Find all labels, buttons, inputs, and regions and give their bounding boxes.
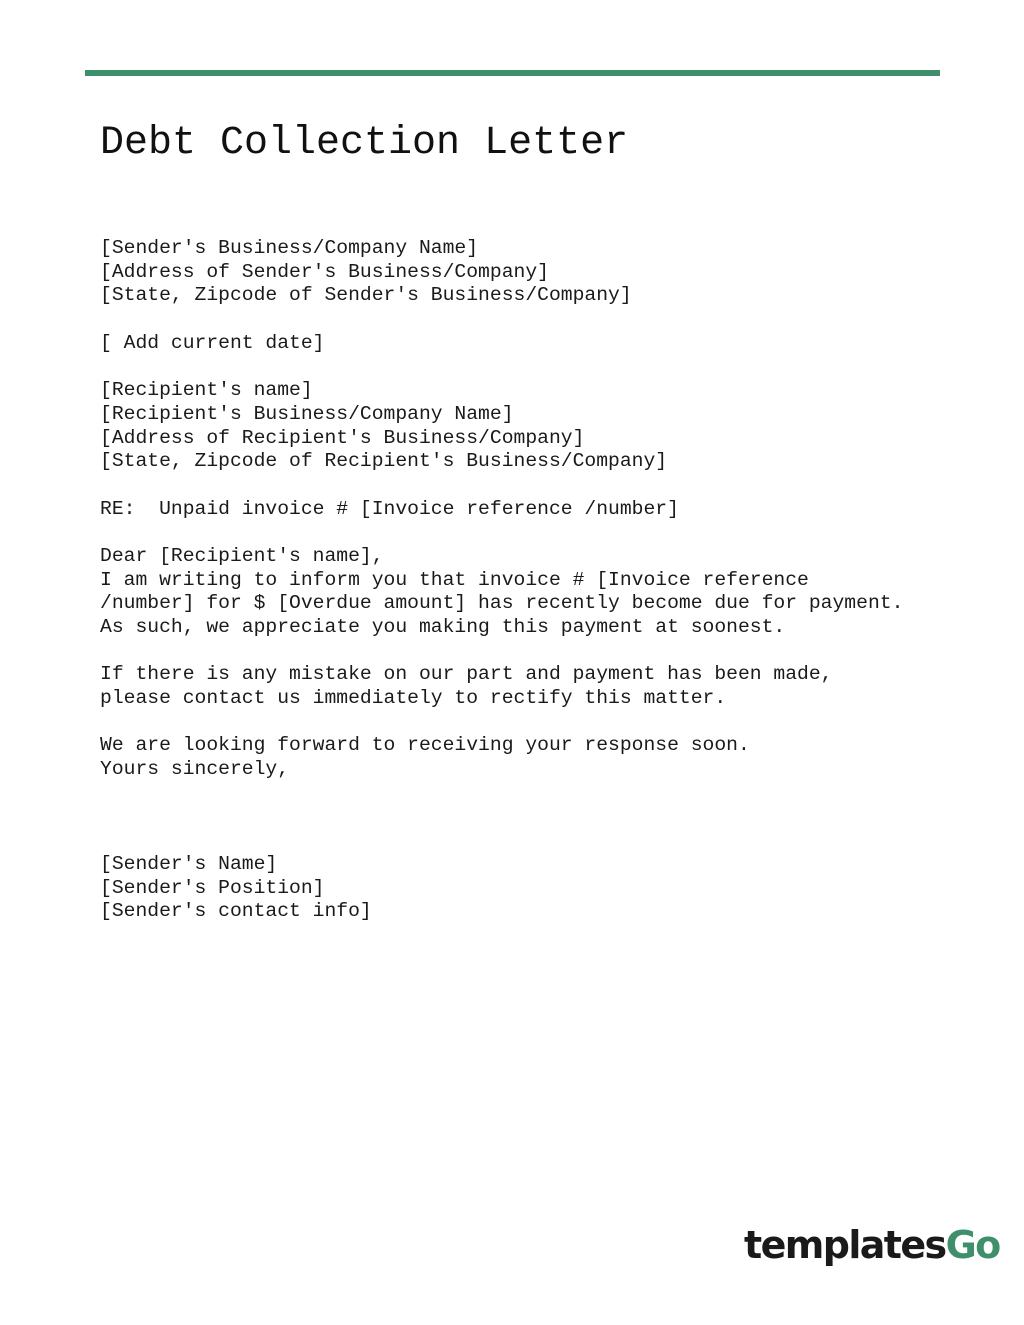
body-paragraph-1 [100,569,960,640]
closing-block [100,734,960,781]
salutation: Dear [Recipient's name], [100,544,384,567]
spacer [100,711,960,735]
spacer [100,308,960,332]
logo-wordmark: templates [744,1223,946,1267]
spacer [100,640,960,664]
complimentary-close: Yours sincerely, [100,758,290,781]
recipient-company-name: [Recipient's Business/Company Name] [100,402,514,425]
sender-name: [Sender's Name] [100,852,278,875]
document-title: Debt Collection Letter [100,121,629,166]
recipient-name: [Recipient's name] [100,379,313,402]
paragraph-line: please contact us immediately to rectify this matter. [100,687,727,710]
logo-wordmark-accent: Go [945,1223,1000,1267]
subject-line: RE: Unpaid invoice # [Invoice reference /number] [100,497,679,520]
top-accent-rule [85,70,940,76]
sender-address-block [100,237,960,308]
sender-company-name: [Sender's Business/Company Name] [100,237,479,259]
letter-body [100,237,960,924]
spacer [100,521,960,545]
paragraph-line: If there is any mistake on our part and payment has been made, [100,663,833,686]
recipient-state-zip: [State, Zipcode of Recipient's Business/Company] [100,450,668,473]
signature-block [100,853,960,924]
body-paragraph-2 [100,663,960,710]
recipient-address: [Address of Recipient's Business/Company] [100,426,585,449]
spacer [100,474,960,498]
recipient-address-block [100,379,960,474]
letter-date: [ Add current date] [100,331,325,354]
closing-line: We are looking forward to receiving your response soon. [100,734,750,757]
paragraph-line: /number] for $ [Overdue amount] has recently become due for payment. [100,592,904,615]
templatesgo-logo [744,1222,1000,1272]
paragraph-line: I am writing to inform you that invoice # [Invoice reference [100,568,809,591]
sender-state-zip: [State, Zipcode of Sender's Business/Company] [100,284,632,307]
sender-contact-info: [Sender's contact info] [100,900,372,923]
signature-space [100,782,960,853]
sender-address: [Address of Sender's Business/Company] [100,260,549,283]
spacer [100,355,960,379]
paragraph-line: As such, we appreciate you making this payment at soonest. [100,616,786,638]
sender-position: [Sender's Position] [100,876,325,899]
